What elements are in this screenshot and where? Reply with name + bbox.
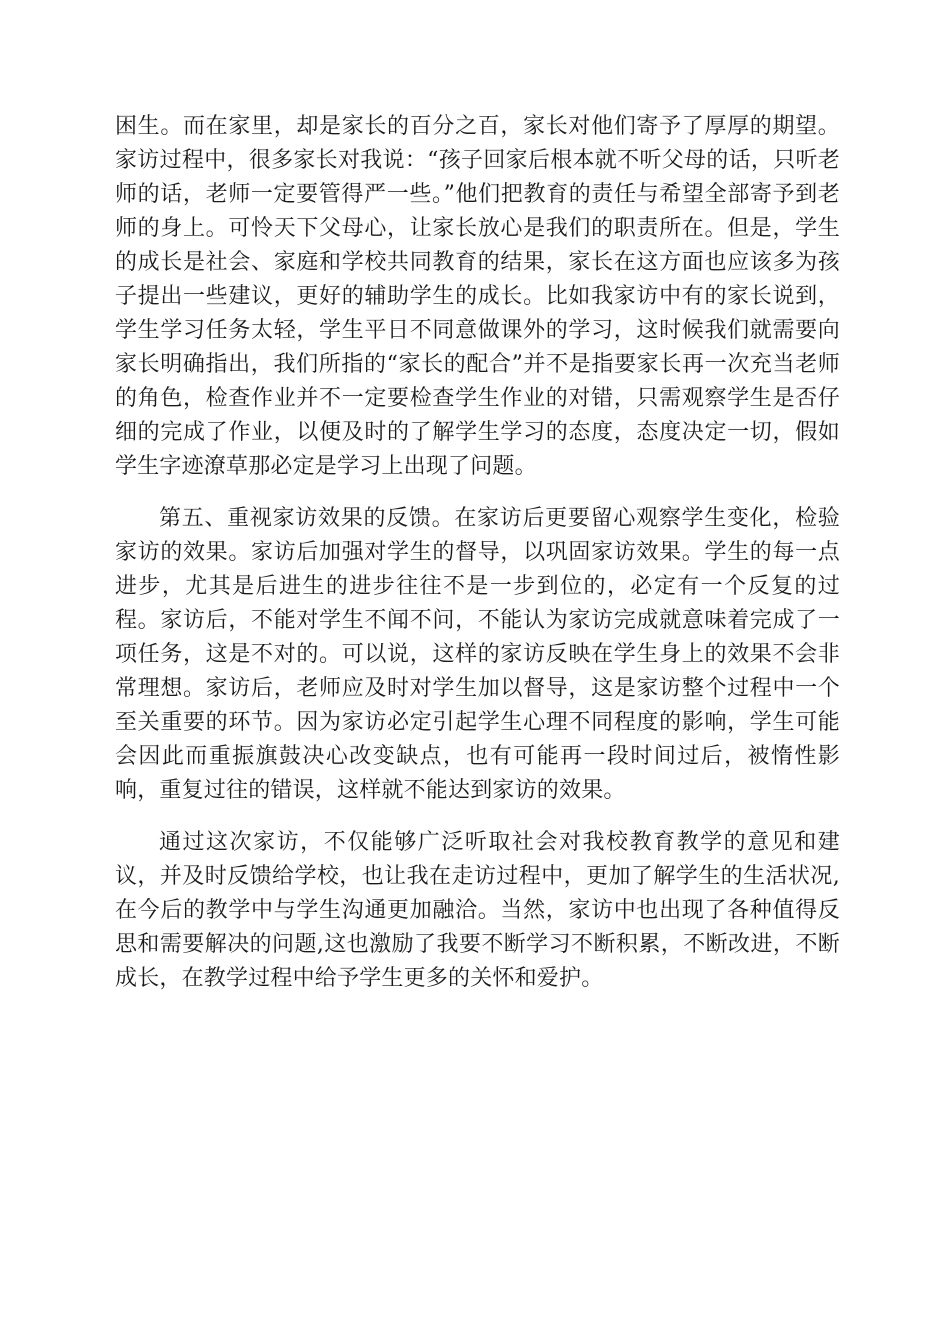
paragraph-conclusion: 通过这次家访，不仅能够广泛听取社会对我校教育教学的意见和建议，并及时反馈给学校，也让我在走访过程中，更加了解学生的生活状况,在今后的教学中与学生沟通更加融洽。当然，家访中也出现了各种值得反思和需要解决的问题,这也激励了我要不断学习不断积累，不断改进，不断成长，在教学过程中给予学生更多的关怀和爱护。 xyxy=(115,830,840,991)
paragraph-feedback: 第五、重视家访效果的反馈。在家访后更要留心观察学生变化，检验家访的效果。家访后加强对学生的督导，以巩固家访效果。学生的每一点进步，尤其是后进生的进步往往不是一步到位的，必定有一个反复的过程。家访后，不能对学生不闻不问，不能认为家访完成就意味着完成了一项任务，这是不对的。可以说，这样的家访反映在学生身上的效果不会非常理想。家访后，老师应及时对学生加以督导，这是家访整个过程中一个至关重要的环节。因为家访必定引起学生心理不同程度的影响，学生可能会因此而重振旗鼓决心改变缺点，也有可能再一段时间过后，被惰性影响，重复过往的错误，这样就不能达到家访的效果。 xyxy=(115,506,840,803)
paragraph-continuation: 困生。而在家里，却是家长的百分之百，家长对他们寄予了厚厚的期望。家访过程中，很多家长对我说：“孩子回家后根本就不听父母的话，只听老师的话，老师一定要管得严一些。”他们把教育的责任与希望全部寄予到老师的身上。可怜天下父母心，让家长放心是我们的职责所在。但是，学生的成长是社会、家庭和学校共同教育的结果，家长在这方面也应该多为孩子提出一些建议，更好的辅助学生的成长。比如我家访中有的家长说到，学生学习任务太轻，学生平日不同意做课外的学习，这时候我们就需要向家长明确指出，我们所指的“家长的配合”并不是指要家长再一次充当老师的角色，检查作业并不一定要检查学生作业的对错，只需观察学生是否仔细的完成了作业，以便及时的了解学生学习的态度，态度决定一切，假如学生字迹潦草那必定是学习上出现了问题。 xyxy=(115,114,840,479)
document-page xyxy=(115,110,840,1014)
